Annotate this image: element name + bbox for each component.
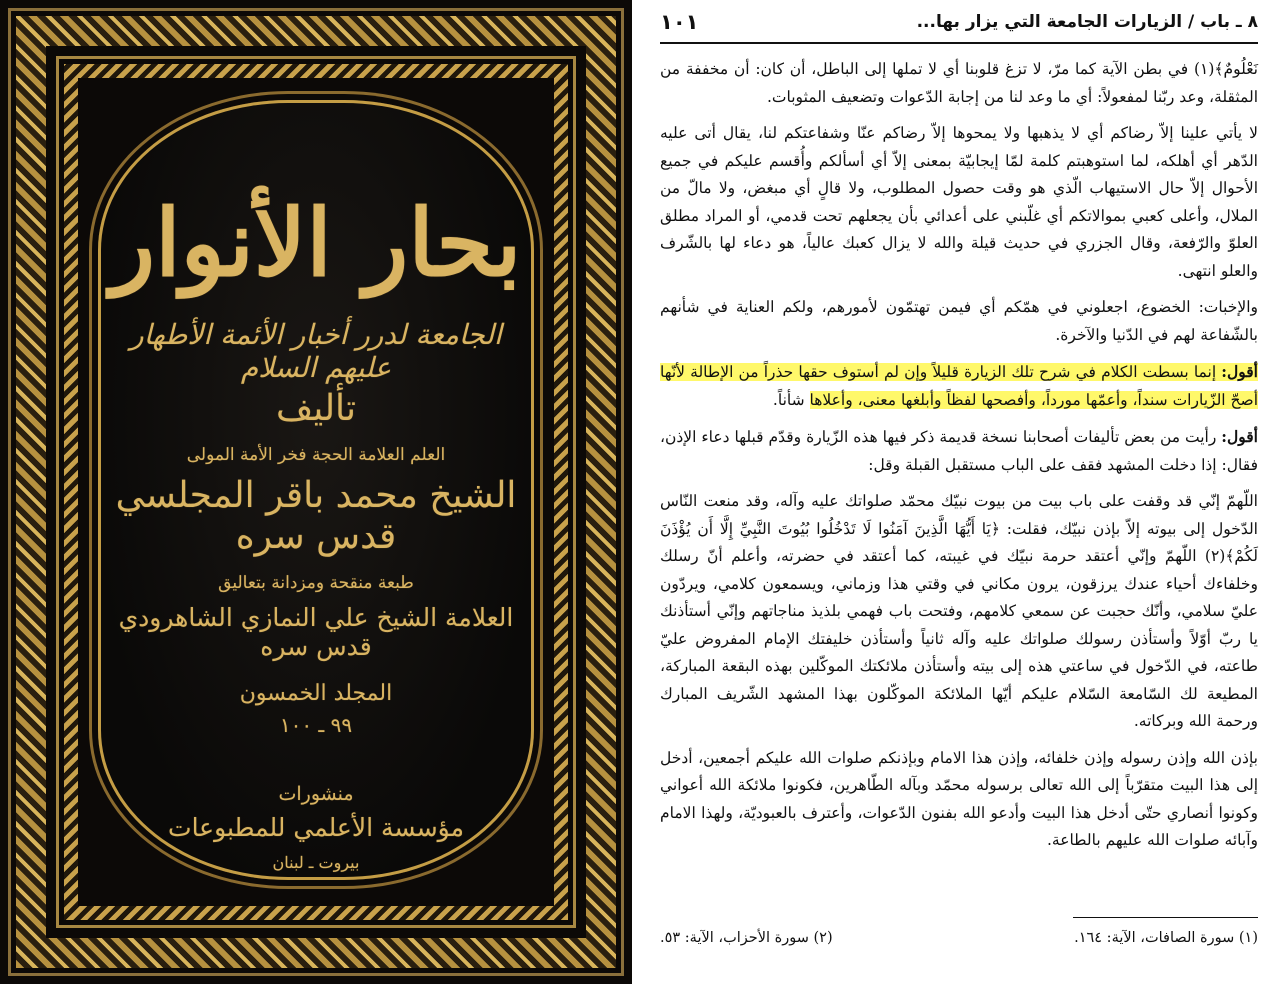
cover-volume-numbers: ٩٩ ـ ١٠٠	[279, 713, 353, 737]
book-cover	[0, 0, 632, 984]
text-page	[640, 0, 1280, 984]
cover-author-name: الشيخ محمد باقر المجلسي قدس سره	[115, 475, 517, 557]
footnote-divider	[1073, 917, 1258, 918]
paragraph-6	[660, 488, 1258, 736]
cover-edition-line1: طبعة منقحة ومزدانة بتعاليق	[218, 573, 414, 593]
paragraph-5	[660, 423, 1258, 479]
paragraph-tail: شأناً.	[772, 390, 810, 409]
footnote-2: (٢) سورة الأحزاب، الآية: ٥٣.	[660, 930, 833, 946]
paragraph-2	[660, 120, 1258, 285]
paragraph-3	[660, 294, 1258, 349]
cover-volume-label: المجلد الخمسون	[239, 681, 393, 706]
paragraph-1	[660, 56, 1258, 111]
cover-publisher-name: مؤسسة الأعلمي للمطبوعات	[168, 813, 464, 842]
cover-title: بحار الأنوار	[110, 189, 522, 297]
cover-publisher-city: بيروت ـ لبنان	[272, 853, 360, 872]
paragraph-keyword: أقول:	[1221, 427, 1258, 446]
chapter-heading: ٨ ـ باب / الزيارات الجامعة التي يزار بها...	[916, 12, 1258, 32]
paragraph-text: بإذن الله وإذن رسوله وإذن خلفائه، وإذن هذا الامام وبإذنكم صلوات الله عليكم أجمعين، أدخل إلى هذا البيت متقرّباً إلى الله تعالى برسوله محمّد وبآله الطّاهرين، فكونوا ملائكة الله أعواني وكونوا أنصاري حتّى أدخل هذا البيت وأدعو الله بفنون الدّعوات، وأعترف بالعبوديّة، ولهذا الامام وآبائه صلوات الله عليهم بالطاعة.	[660, 748, 1258, 849]
cover-edition-line2: العلامة الشيخ علي النمازي الشاهرودي قدس سره	[118, 603, 514, 661]
cover-subtitle: الجامعة لدرر أخبار الأئمة الأطهار عليهم السلام	[130, 318, 502, 384]
page-number: ١٠١	[660, 10, 699, 34]
cover-talif: تأليف	[275, 388, 357, 429]
paragraph-text: اللّهمّ إنّي قد وقفت على باب بيت من بيوت نبيّك محمّد صلواتك عليه وآله، وقد منعت النّاس الدّخول إلى بيوته إلاّ بإذن نبيّك، فقلت: ﴿يَا أَيُّهَا الَّذِينَ آمَنُوا لَا تَدْخُلُوا بُيُوتَ النَّبِيِّ إِلَّا أَن يُؤْذَنَ لَكُمْ﴾(٢) اللّهمّ وإنّي أعتقد حرمة نبيّك في غيبته، كما أعتقد في حضرته، وأعلم أنّ رسلك وخلفاءك أحياء عندك يرزقون، يرون مكاني في وقتي هذا وزماني، ويسمعون كلامي، ويردّون عليّ سلامي، وأنّك حجبت عن سمعي كلامهم، وفتحت باب فهمي بلذيذ مناجاتهم وإنّي أستأذنك يا ربّ أوّلاً وأستأذن رسولك صلواتك عليه وآله ثانياً وأستأذن خليفتك الإمام المفروض عليّ طاعته، في الدّخول في ساعتي هذه إلى بيته وأستأذن ملائكتك الموكّلين بهذه البقعة المباركة، المطيعة لك السّامعة السّلام عليكم أيّها الملائكة الموكّلون بهذا المشهد الشّريف المبارك ورحمة الله وبركاته.	[660, 492, 1258, 730]
paragraph-text: نَعْلُومٌ﴾(١) في بطن الآية كما مرّ، لا تزغ قلوبنا أي لا تملها إلى الباطل، أن كان: أن مخففة من المثقلة، وعد ربّنا لمفعولاً: أي ما وعد لنا من إجابة الدّعوات وتضعيف المثوبات.	[660, 60, 1258, 106]
paragraph-text: إنما بسطت الكلام في شرح تلك الزيارة قليلاً وإن لم أستوف حقها حذراً من الإطالة لأنّها أصحّ الزّيارات سنداً، وأعمّها مورداً، وأفصحها لفظاً وأبلغها معنى، وأعلاها	[660, 363, 1258, 409]
paragraph-keyword: أقول:	[1221, 362, 1258, 381]
footnotes	[660, 930, 1258, 946]
highlighted-paragraph	[660, 358, 1258, 414]
cover-author-honorific: العلم العلامة الحجة فخر الأمة المولى	[186, 445, 446, 465]
paragraph-text: رأيت من بعض تأليفات أصحابنا نسخة قديمة ذكر فيها هذه الزّيارة وقدّم قبلها دعاء الإذن، فقال: إذا دخلت المشهد فقف على الباب مستقبل القبلة وقل:	[660, 428, 1258, 474]
highlight-mark	[660, 363, 1258, 409]
page-header	[660, 8, 1258, 44]
cover-arch-panel	[98, 100, 534, 880]
page-body	[660, 56, 1258, 864]
paragraph-text: والإخبات: الخضوع، اجعلوني في همّكم أي فيمن تهتمّون لأمورهم، ولكم العناية في شأنهم بالشّفاعة لهم في الدّنيا والآخرة.	[660, 298, 1258, 344]
paragraph-text: لا يأتي علينا إلاّ رضاكم أي لا يذهبها ولا يمحوها إلاّ رضاكم عنّا وشفاعتكم لنا، يقال أتى عليه الدّهر أي أهلكه، لما استوهبتم كلمة لمّا إيجابيّة بمعنى إلاّ أي أسألكم وأُقسم عليكم في جميع الأحوال إلاّ حال الاستيهاب الّذي هو وقت حصول المطلوب، ولا قالٍ أي مبغض، ولا مالّ من الملال، وأعلى كعبي بموالاتكم أي غلّبني على أعدائي بأن يجعلهم تحت قدمي، أو المراد مطلق العلوّ والرّفعة، وقال الجزري في حديث قيلة والله لا يزال كعبك عالياً، هو دعاء لها بالشّرف والعلو انتهى.	[660, 124, 1258, 280]
footnote-1: (١) سورة الصافات، الآية: ١٦٤.	[1074, 930, 1258, 946]
cover-publisher-by: منشورات	[278, 783, 354, 805]
paragraph-7	[660, 745, 1258, 855]
